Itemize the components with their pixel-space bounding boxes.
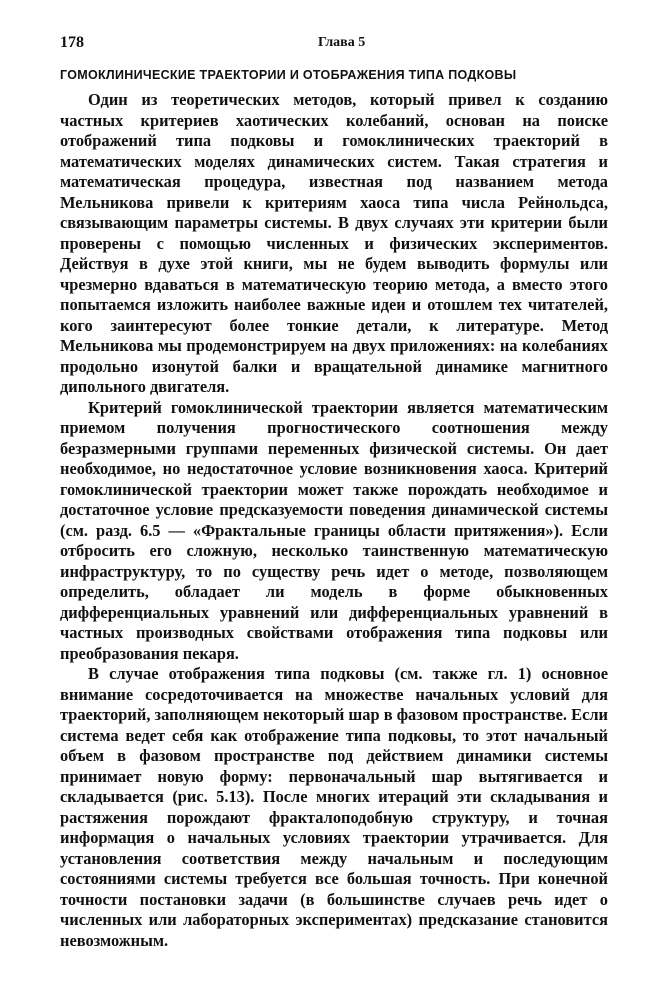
- body-text: [60, 90, 608, 951]
- chapter-title: Глава 5: [318, 35, 366, 50]
- page-number: 178: [60, 34, 84, 51]
- paragraph-2: Критерий гомоклинической траектории является математическим приемом получения прогностического соотношения между безразмерными группами переменных физической системы. Он дает необходимое, но недостаточное условие возникновения хаоса. Критерий гомоклинической траектории может также порождать необходимое и достаточное условие предсказуемости поведения динамической системы (см. разд. 6.5 — «Фрактальные границы области притяжения»). Если отбросить его сложную, несколько таинственную математическую инфраструктуру, то по существу речь идет о методе, позволяющем определить, обладает ли модель в форме обыкновенных дифференциальных уравнений или дифференциальных уравнений в частных производных свойствами отображения типа подковы или преобразования пекаря.: [60, 397, 608, 663]
- section-heading: ГОМОКЛИНИЧЕСКИЕ ТРАЕКТОРИИ И ОТОБРАЖЕНИЯ ТИПА ПОДКОВЫ: [60, 68, 517, 82]
- paragraph-1: Один из теоретических методов, который привел к созданию частных критериев хаотических колебаний, основан на поиске отображений типа подковы и гомоклинических траекторий в математических моделях динамических систем. Такая стратегия и математическая процедура, известная под названием метода Мельникова привели к критериям хаоса типа числа Рейнольдса, связывающим параметры системы. В двух случаях эти критерии были проверены с помощью численных и физических экспериментов. Действуя в духе этой книги, мы не будем выводить формулы или чрезмерно вдаваться в математическую теорию метода, а вместо этого попытаемся изложить наиболее важные идеи и отошлем тех читателей, кого заинтересуют более тонкие детали, к литературе. Метод Мельникова мы продемонстрируем на двух приложениях: на колебаниях продольно изонутой балки и вращательной динамике магнитного дипольного двигателя.: [60, 90, 608, 396]
- paragraph-3: В случае отображения типа подковы (см. также гл. 1) основное внимание сосредоточивается на множестве начальных условий для траекторий, заполняющем некоторый шар в фазовом пространстве. Если система ведет себя как отображение типа подковы, то этот начальный объем в фазовом пространстве под действием динамики системы принимает новую форму: первоначальный шар вытягивается и складывается (рис. 5.13). После многих итераций эти складывания и растяжения порождают фракталоподобную структуру, и точная информация о начальных условиях траектории утрачивается. Для установления соответствия между начальным и последующим состояниями системы требуется все большая точность. При конечной точности постановки задачи (в большинстве случаев речь идет о численных или лабораторных экспериментах) предсказание становится невозможным.: [60, 664, 608, 950]
- running-head: [60, 34, 610, 54]
